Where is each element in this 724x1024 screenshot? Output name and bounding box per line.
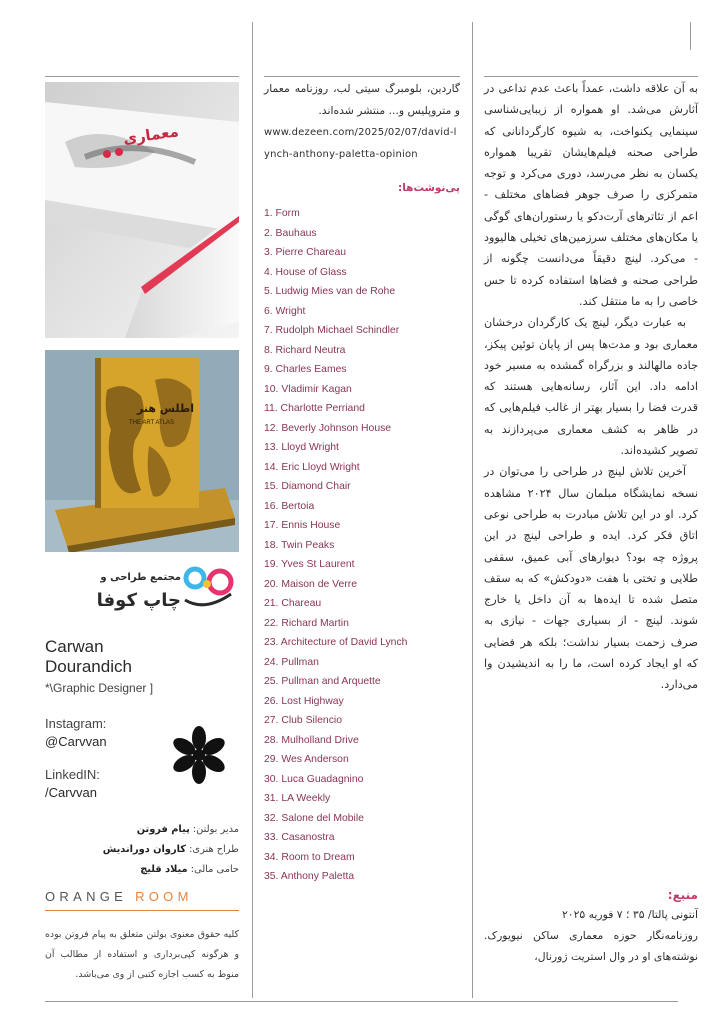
copyright-notice: کلیه حقوق معنوی بولتن متعلق به پیام فروتن بوده و هرگونه کپی‌برداری و استفاده از مطالب آن منوط به کسب اجازه کتبی از وی می‌باشد. — [45, 929, 239, 980]
book-photo-yellow-illustration — [45, 350, 239, 552]
note-item: 7. Rudolph Michael Schindler — [264, 325, 400, 336]
note-item: 30. Luca Guadagnino — [264, 773, 364, 785]
credits — [45, 820, 239, 880]
article-paragraph: آخرین تلاش لینچ در طراحی را می‌توان در نسخه نمایشگاه مبلمان سال ۲۰۲۴ مشاهده کرد. او در این تلاش مبادرت به طراحی نوعی اتاق فکر کرد. ایده و طراحی لینچ در این پروژه چه بود؟ دیوارهای آبی عمیق، سقفی طلایی و تختی با هفت «دودکش» که به سقف متصل شده تا ایده‌ها به آن داخل یا خارج شوند. لینچ - از بسیاری جهات - نیازی به صرف زحمت بسیار نداشت؛ بلکه هر فضایی که او ایجاد کرده است، ما را به اندیشیدن وا می‌دارد. — [484, 465, 698, 692]
linkedin-label: LinkedIN: — [45, 767, 100, 782]
note-item: 13. Lloyd Wright — [264, 442, 339, 453]
note-item: 23. Architecture of David Lynch — [264, 637, 408, 648]
note-item: 10. Vladimir Kagan — [264, 383, 352, 395]
designer-name: Carwan Dourandich — [45, 637, 132, 676]
note-item: 17. Ennis House — [264, 520, 341, 531]
top-rule-right — [484, 76, 698, 77]
note-item: 27. Club Silencio — [264, 715, 342, 726]
logo-tagline: مجتمع طراحی و — [100, 572, 181, 583]
note-item: 34. Room to Dream — [264, 851, 355, 863]
book-photo-grey — [45, 82, 239, 338]
note-item: 20. Maison de Verre — [264, 578, 357, 590]
note-item: 2. Bauhaus — [264, 227, 317, 239]
note-item: 15. Diamond Chair — [264, 481, 351, 492]
note-item: 14. Eric Lloyd Wright — [264, 461, 360, 473]
note-item: 1. Form — [264, 208, 300, 219]
book-cover-subtitle: THE ART ATLAS — [129, 420, 175, 426]
frame-line-left — [252, 22, 253, 998]
notes-heading: پی‌نوشت‌ها: — [398, 182, 460, 194]
source-heading: منبع: — [667, 888, 698, 902]
continued-text: گاردین، بلومبرگ سیتی لب، روزنامه معمار و متروپلیس و... منتشر شده‌اند. — [264, 82, 460, 117]
brand-underline — [45, 910, 239, 911]
instagram-handle[interactable]: @Carvvan — [45, 734, 107, 749]
linkedin-handle[interactable]: /Carvvan — [45, 785, 98, 800]
note-item: 8. Richard Neutra — [264, 344, 346, 356]
source-author-bio: روزنامه‌نگار حوزه معماری ساکن نیویورک. نوشته‌های او در وال استریت ژورنال، — [484, 929, 698, 963]
source-block — [484, 886, 698, 967]
note-item: 11. Charlotte Perriand — [264, 403, 365, 414]
book-photo-grey-illustration — [45, 82, 239, 338]
note-item: 31. LA Weekly — [264, 793, 331, 804]
note-item: 26. Lost Highway — [264, 695, 344, 707]
book-cover-title: معماری — [122, 122, 180, 148]
note-item: 12. Beverly Johnson House — [264, 422, 392, 434]
brand-word: ROOM — [135, 889, 193, 904]
note-item: 19. Yves St Laurent — [264, 559, 355, 570]
note-item: 28. Mulholland Drive — [264, 734, 359, 746]
brand-word: ORANGE — [45, 889, 128, 904]
note-item: 32. Salone del Mobile — [264, 812, 364, 824]
book-cover-title: اطلس هنر — [137, 402, 194, 415]
instagram-label: Instagram: — [45, 716, 107, 731]
note-item: 5. Ludwig Mies van de Rohe — [264, 286, 396, 297]
frame-line-middle — [472, 22, 473, 998]
note-item: 9. Charles Eames — [264, 364, 347, 375]
note-item: 6. Wright — [264, 305, 306, 317]
bottom-rule — [45, 1001, 678, 1002]
note-item: 22. Richard Martin — [264, 617, 349, 629]
credit-line: طراح هنری: کاروان دوراندیش — [102, 844, 239, 855]
logo-name: چاپ کوفا — [96, 590, 181, 611]
top-rule-left — [45, 76, 239, 77]
asterisk-icon — [168, 724, 230, 786]
source-author-date: آنتونی پالتا/ ۳۵ ؛ ۷ فوریه ۲۰۲۵ — [561, 908, 698, 921]
kofa-logo — [45, 560, 239, 624]
notes-column — [264, 78, 460, 887]
article-paragraph: به آن علاقه داشت، عمداً باعث عدم تداعی در آثارش می‌شد. او همواره از زیبایی‌شناسی سینمایی یکنواخت، به شیوه کارگردانانی که طراحی صحنه فیلم‌هایشان تقریبا همواره یکسان به نظر می‌رسد، دوری می‌کرد و توجه متمرکزی را صرف جوهر فضاهای مختلف - اعم از تئاترهای آرت‌دکو یا رستوران‌های گوگی یا مکان‌های مختلف سرزمین‌های تخیلی هالیوود - می‌کرد. لینچ دقیقاً می‌دانست چگونه از طراحی صحنه و فضاها استفاده کرده تا حس خاصی را به ما منتقل کند. — [484, 82, 698, 308]
note-item: 25. Pullman and Arquette — [264, 676, 381, 687]
note-item: 33. Casanostra — [264, 832, 335, 843]
note-item: 35. Anthony Paletta — [264, 871, 355, 882]
book-photo-yellow — [45, 350, 239, 552]
source-url-link[interactable]: www.dezeen.com/2025/02/07/david-lynch-anthony-paletta-opinion — [264, 127, 457, 160]
notes-list — [264, 204, 460, 887]
orange-room-brand — [45, 889, 193, 904]
note-item: 18. Twin Peaks — [264, 539, 335, 551]
note-item: 21. Chareau — [264, 598, 322, 609]
top-rule-middle — [264, 76, 460, 77]
note-item: 24. Pullman — [264, 656, 319, 668]
note-item: 4. House of Glass — [264, 266, 347, 278]
frame-line-right — [690, 22, 691, 50]
credit-line: حامی مالی: میلاد قلیچ — [140, 864, 239, 875]
designer-role: *\Graphic Designer ] — [45, 681, 154, 695]
article-column — [484, 78, 698, 696]
credit-line: مدیر بولتن: پیام فروتن — [136, 824, 239, 835]
note-item: 29. Wes Anderson — [264, 754, 349, 765]
note-item: 16. Bertoia — [264, 500, 315, 512]
note-item: 3. Pierre Chareau — [264, 247, 347, 258]
article-paragraph: به عبارت دیگر، لینچ یک کارگردان درخشان معماری بود و مدت‌ها پس از پایان توئین پیکز، جاده مالهالند و بزرگراه گمشده به مسیر خود ادامه داد. این آثار، رسانه‌هایی هستند که قدرت فضا را بسیار بهتر از غالب فیلم‌هایی که در ظاهر به کشف معماری می‌پردازند به تصویر کشیده‌اند. — [484, 316, 698, 458]
